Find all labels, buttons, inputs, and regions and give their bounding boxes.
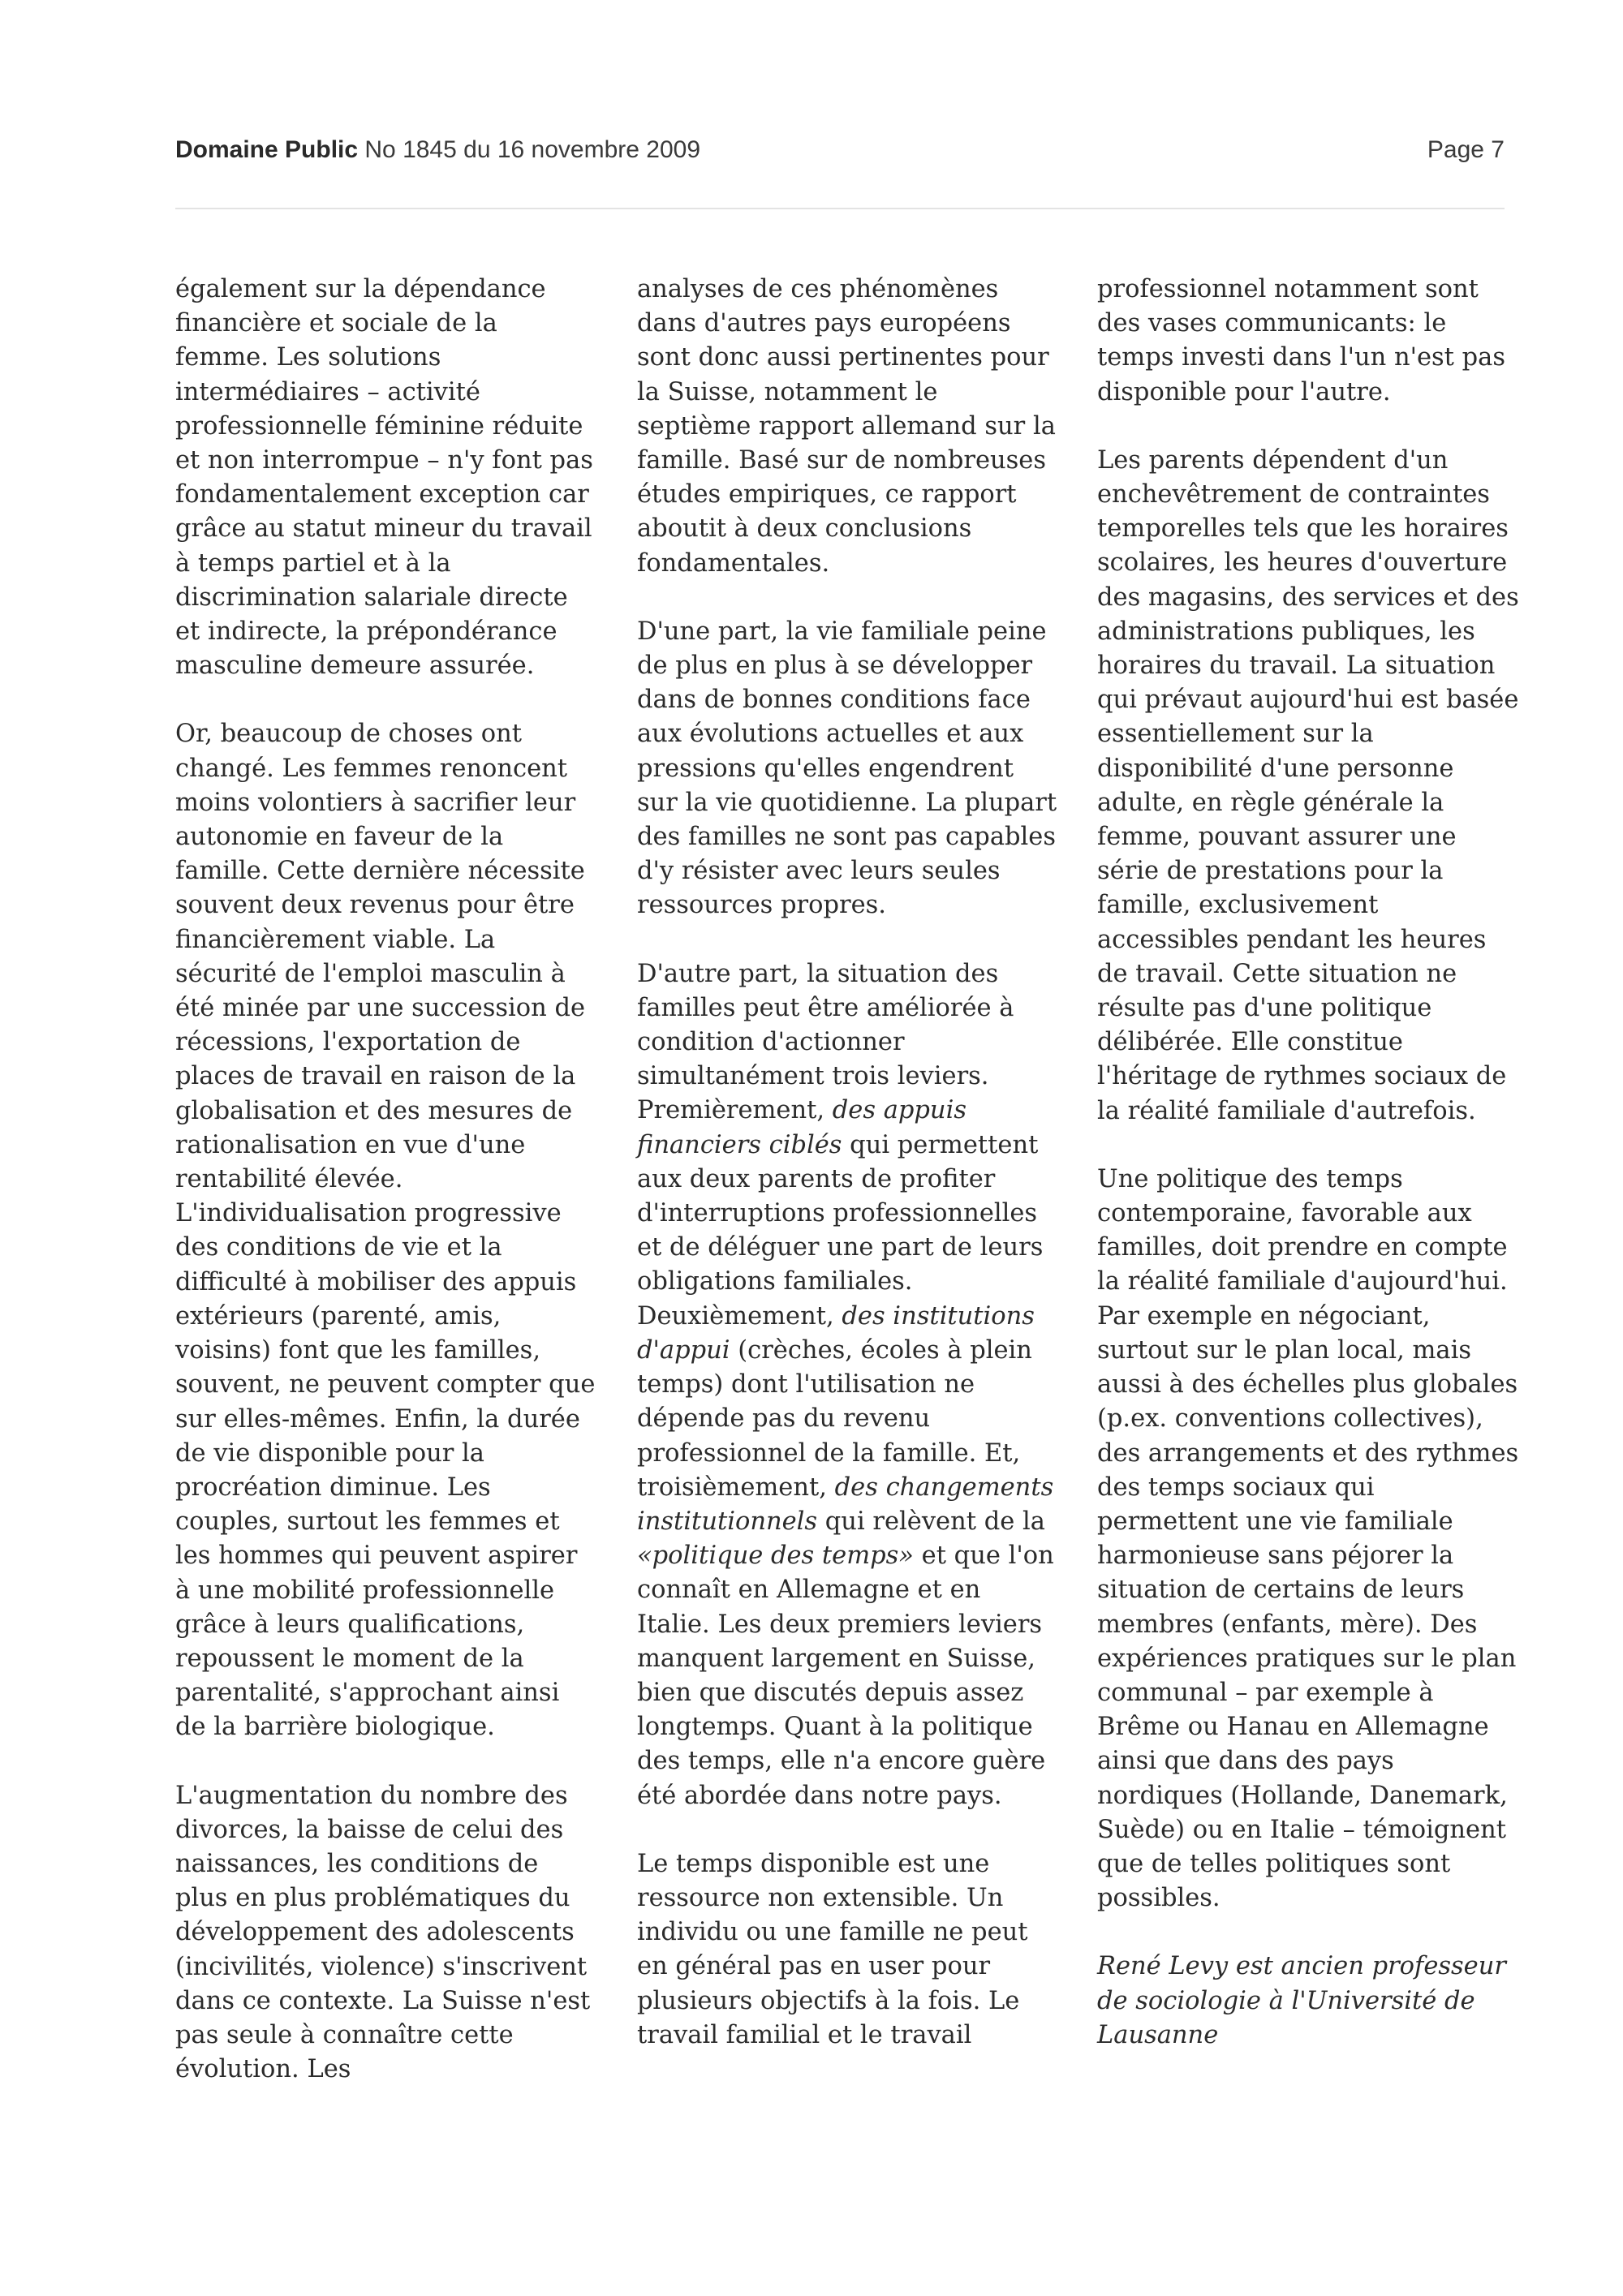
paragraph-text: qui relèvent de la [817, 1507, 1045, 1536]
paragraph [637, 1847, 1059, 2053]
page-header [175, 136, 1505, 172]
paragraph [637, 273, 1059, 581]
paragraph-text: Une politique des temps contemporaine, favorable aux familles, doit prendre en compte la réalité familiale d'aujourd'hui. Par exemple en négociant, surtout sur le plan local, mais aussi à des échelles plus globales (p.ex. conventions collectives), des arrangements et des rythmes des temps sociaux qui permettent une vie familiale harmonieuse sans péjorer la situation de certains de leurs membres (enfants, mère). Des expériences pratiques sur le plan communal – par exemple à Brême ou Hanau en Allemagne ainsi que dans des pays nordiques (Hollande, Danemark, Suède) ou en Italie – témoignent que de telles politiques sont possibles. [1097, 1164, 1519, 1913]
text-column-2 [637, 273, 1059, 2053]
italic-text: «politique des temps» [637, 1541, 914, 1571]
paragraph-text: (crèches, écoles à plein temps) dont l'utilisation ne dépende pas du revenu professionnel de la famille. Et, troisièmement, [637, 1335, 1032, 1502]
paragraph [637, 615, 1059, 923]
paragraph-text: analyses de ces phénomènes dans d'autres pays européens sont donc aussi pertinentes pour la Suisse, notamment le septième rapport allemand sur la famille. Basé sur de nombreuses études empiriques, ce rapport aboutit à deux conclusions fondamentales. [637, 275, 1056, 578]
paragraph [1097, 1163, 1519, 1915]
paragraph-text: qui permettent aux deux parents de profiter d'interruptions professionnelles et de déléguer une part de leurs obligations familiales. Deuxièmement, [637, 1130, 1044, 1331]
publication-title: Domaine Public [175, 136, 359, 163]
paragraph-text: L'augmentation du nombre des divorces, la baisse de celui des naissances, les conditions de plus en plus problématiques du développement des adolescents (incivilités, violence) s'inscrivent dans ce contexte. La Suisse n'est pas seule à connaître cette évolution. Les [175, 1781, 591, 2084]
paragraph [175, 273, 597, 683]
paragraph [637, 957, 1059, 1813]
paragraph [175, 717, 597, 1744]
paragraph-text: D'une part, la vie familiale peine de plus en plus à se développer dans de bonnes conditions face aux évolutions actuelles et aux pressions qu'elles engendrent sur la vie quotidienne. La plupart des familles ne sont pas capables d'y résister avec leurs seules ressources propres. [637, 617, 1057, 920]
paragraph-text: Or, beaucoup de choses ont changé. Les femmes renoncent moins volontiers à sacrifier leur autonomie en faveur de la famille. Cette dernière nécessite souvent deux revenus pour être financièrement viable. La sécurité de l'emploi masculin à été minée par une succession de récessions, l'exportation de places de travail en raison de la globalisation et des mesures de rationalisation en vue d'une rentabilité élevée. L'individualisation progressive des conditions de vie et la difficulté à mobiliser des appuis extérieurs (parenté, amis, voisins) font que les familles, souvent, ne peuvent compter que sur elles-mêmes. Enfin, la durée de vie disponible pour la procréation diminue. Les couples, surtout les femmes et les hommes qui peuvent aspirer à une mobilité professionnelle grâce à leurs qualifications, repoussent le moment de la parentalité, s'approchant ainsi de la barrière biologique. [175, 720, 596, 1742]
paragraph-text: et que l'on connaît en Allemagne et en Italie. Les deux premiers leviers manquent largement en Suisse, bien que discutés depuis assez longtemps. Quant à la politique des temps, elle n'a encore guère été abordée dans notre pays. [637, 1541, 1054, 1810]
header-divider [175, 208, 1505, 209]
text-column-3 [1097, 273, 1519, 2053]
italic-text: des institutions d'appui [637, 1301, 1035, 1365]
italic-text: René Levy est ancien professeur de sociologie à l'Université de Lausanne [1097, 1952, 1506, 2049]
italic-text: des appuis financiers ciblés [637, 1096, 966, 1159]
paragraph-text: également sur la dépendance financière et sociale de la femme. Les solutions intermédiaires – activité professionnelle féminine réduite et non interrompue – n'y font pas fondamentalement exception car grâce au statut mineur du travail à temps partiel et à la discrimination salariale directe et indirecte, la prépondérance masculine demeure assurée. [175, 275, 593, 681]
paragraph [1097, 1950, 1519, 2053]
paragraph-text: Le temps disponible est une ressource non extensible. Un individu ou une famille ne peut en général pas en user pour plusieurs objectifs à la fois. Le travail familial et le travail [637, 1849, 1028, 2049]
paragraph [1097, 444, 1519, 1129]
paragraph-text: professionnel notamment sont des vases communicants: le temps investi dans l'un n'est pas disponible pour l'autre. [1097, 275, 1505, 406]
page-number: Page 7 [1427, 136, 1505, 163]
paragraph-text: D'autre part, la situation des familles peut être améliorée à condition d'actionner simultanément trois leviers. Premièrement, [637, 959, 1014, 1125]
paragraph-text: Les parents dépendent d'un enchevêtrement de contraintes temporelles tels que les horaires scolaires, les heures d'ouverture des magasins, des services et des administrations publiques, les horaires du travail. La situation qui prévaut aujourd'hui est basée essentiellement sur la disponibilité d'une personne adulte, en règle générale la femme, pouvant assurer une série de prestations pour la famille, exclusivement accessibles pendant les heures de travail. Cette situation ne résulte pas d'une politique délibérée. Elle constitue l'héritage de rythmes sociaux de la réalité familiale d'autrefois. [1097, 445, 1519, 1125]
paragraph [1097, 273, 1519, 410]
paragraph [175, 1779, 597, 2087]
text-column-1 [175, 273, 597, 2087]
issue-info: No 1845 du 16 novembre 2009 [358, 136, 701, 163]
italic-text: des changements institutionnels [637, 1473, 1054, 1536]
